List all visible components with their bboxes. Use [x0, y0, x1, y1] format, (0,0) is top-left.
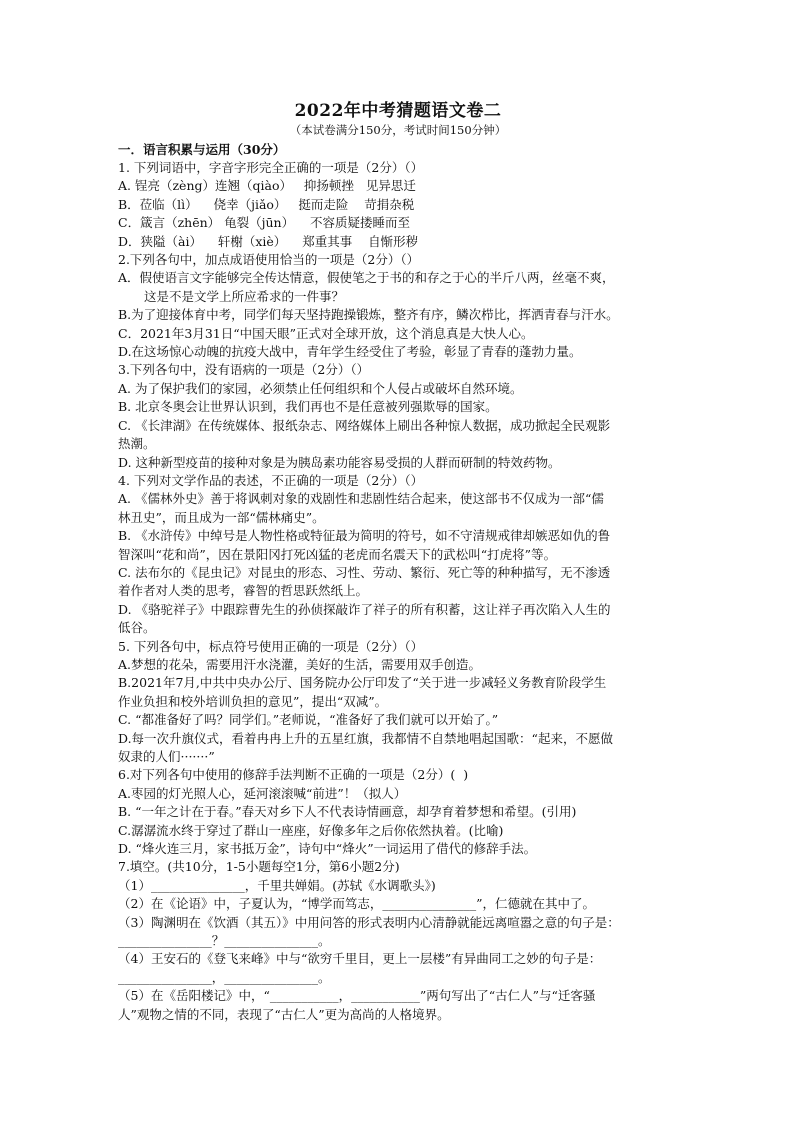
fill-blank-1: （1）_______________，千里共婵娟。(苏轼《水调歌头》)	[118, 877, 436, 893]
option-a: A.枣园的灯光照人心，延河滚滚喊“前进”！（拟人）	[118, 785, 407, 801]
fill-blank-2: （2）在《论语》中，子夏认为，“博学而笃志，_______________”，仁德就在其中了。	[118, 896, 595, 912]
question-stem: 1. 下列词语中，字音字形完全正确的一项是（2分）（）	[118, 160, 424, 175]
section-heading: 一．语言积累与运用（30分）	[118, 142, 286, 157]
option-d-cont: 低谷。	[118, 620, 156, 636]
option-a: A. 为了保护我们的家园，必须禁止任何组织和个人侵占或破坏自然环境。	[118, 380, 523, 396]
option-c: C. 法布尔的《昆虫记》对昆虫的形态、习性、劳动、繁衍、死亡等的种种描写，无不渗透	[118, 564, 611, 580]
option-a: A．假使语言文字能够完全传达情意，假使笔之于书的和存之于心的半斤八两，丝毫不爽，	[118, 270, 615, 286]
option-d-cont: 奴隶的人们·······”	[118, 749, 215, 764]
question-3	[118, 361, 678, 471]
question-stem: 4. 下列对文学作品的表述，不正确的一项是（2分）（）	[118, 472, 424, 488]
option-d: D．狭隘（ài） 轩榭（xiè） 郑重其事 自惭形秽	[118, 233, 419, 249]
exam-subtitle: （本试卷满分150分，考试时间150分钟）	[289, 123, 507, 137]
option-a-cont: 林丑史”，而且成为一部“儒林痛史”。	[118, 509, 325, 525]
option-b-cont: 作业负担和校外培训负担的意见”，提出“双减”。	[118, 693, 388, 709]
option-d: D. “烽火连三月，家书抵万金”，诗句中“烽火”一词运用了借代的修辞手法。	[118, 841, 537, 857]
question-5	[118, 638, 678, 767]
option-c: C. “都准备好了吗？同学们。”老师说，“准备好了我们就可以开始了。”	[118, 712, 499, 728]
option-a: A.梦想的花朵，需要用汗水浇灌，美好的生活，需要用双手创造。	[118, 656, 482, 672]
fill-blank-4: （4）王安石的《登飞来峰》中与“欲穷千里目，更上一层楼”有异曲同工之妙的句子是：	[118, 951, 602, 967]
option-c-cont: 热潮。	[118, 436, 156, 452]
fill-blank-5: （5）在《岳阳楼记》中，“___________，___________”两句写出了“古仁人”与“迁客骚	[118, 988, 596, 1004]
option-d: D.在这场惊心动魄的抗疫大战中，青年学生经受住了考验，彰显了青春的蓬勃力量。	[118, 344, 582, 360]
option-c: C. 《长津湖》在传统媒体、报纸杂志、网络媒体上刷出各种惊人数据，成功掀起全民观影	[118, 417, 611, 433]
exam-title: 2022年中考猜题语文卷二	[294, 101, 502, 121]
option-b: B. 北京冬奥会让世界认识到，我们再也不是任意被列强欺辱的国家。	[118, 399, 498, 415]
option-d: D. 这种新型疫苗的接种对象是为胰岛素功能容易受损的人群而研制的特效药物。	[118, 454, 561, 470]
fill-blank-4-answer: _______________，_______________。	[118, 969, 331, 985]
question-stem: 5. 下列各句中，标点符号使用正确的一项是（2分）（）	[118, 638, 424, 654]
option-c-cont: 着作者对人类的思考，睿智的哲思跃然纸上。	[118, 583, 369, 599]
option-c: C．箴言（zhēn） 龟裂（jūn） 不容质疑搂睡而至	[118, 215, 410, 231]
option-b-cont: 智深叫“花和尚”，因在景阳冈打死凶猛的老虎而名震天下的武松叫“打虎将”等。	[118, 546, 557, 562]
option-c: C．2021年3月31日“中国天眼”正式对全球开放，这个消息真是大快人心。	[118, 325, 534, 341]
question-stem: 2.下列各句中，加点成语使用恰当的一项是（2分）（）	[118, 252, 420, 268]
question-stem: 3.下列各句中，没有语病的一项是（2分）（）	[118, 362, 370, 378]
exam-page	[118, 100, 678, 1024]
fill-blank-5-cont: 人”观物之情的不同，表现了“古仁人”更为高尚的人格境界。	[118, 1006, 450, 1022]
option-a: A. 《儒林外史》善于将讽刺对象的戏剧性和悲剧性结合起来，使这部书不仅成为一部“儒	[118, 491, 604, 507]
option-d: D. 《骆驼祥子》中跟踪曹先生的孙侦探敲诈了祥子的所有积蓄，这让祥子再次陷入人生的	[118, 601, 611, 617]
option-b: B. 《水浒传》中绰号是人物性格或特征最为简明的符号，如不守清规戒律却嫉恶如仇的鲁	[118, 528, 611, 544]
question-7	[118, 858, 678, 1024]
question-stem: 6.对下列各句中使用的修辞手法判断不正确的一项是（2分）( )	[118, 767, 469, 783]
option-b: B．莅临（lì） 侥幸（jiǎo） 挺而走险 苛捐杂税	[118, 196, 415, 212]
option-b: B.为了迎接体育中考，同学们每天坚持跑操锻炼，整齐有序，鳞次栉比，挥洒青春与汗水。	[118, 307, 619, 323]
question-2	[118, 251, 678, 361]
fill-blank-3-answer: _______________？_______________。	[118, 933, 331, 949]
question-stem: 7.填空。(共10分，1-5小题每空1分，第6小题2分)	[118, 859, 400, 875]
question-6	[118, 766, 678, 858]
question-1	[118, 159, 678, 251]
option-a: A. 锃亮（zèng）连翘（qiào） 抑扬顿挫 见异思迁	[118, 178, 416, 194]
fill-blank-3: （3）陶渊明在《饮酒（其五）》中用问答的形式表明内心清静就能远离喧嚣之意的句子是：	[118, 914, 620, 930]
option-a-cont: 这是不是文学上所应希求的一件事？	[144, 288, 345, 304]
question-4	[118, 472, 678, 638]
option-c: C.潺潺流水终于穿过了群山一座座，好像多年之后你依然执着。(比喻)	[118, 822, 504, 838]
option-d: D.每一次升旗仪式，看着冉冉上升的五星红旗，我都情不自禁地唱起国歌：“起来，不愿做	[118, 730, 613, 746]
option-b: B. “一年之计在于春。”春天对乡下人不代表诗情画意，却孕育着梦想和希望。(引用)	[118, 804, 577, 820]
option-b: B.2021年7月,中共中央办公厅、国务院办公厅印发了“关于进一步减轻义务教育阶段学生	[118, 675, 607, 691]
